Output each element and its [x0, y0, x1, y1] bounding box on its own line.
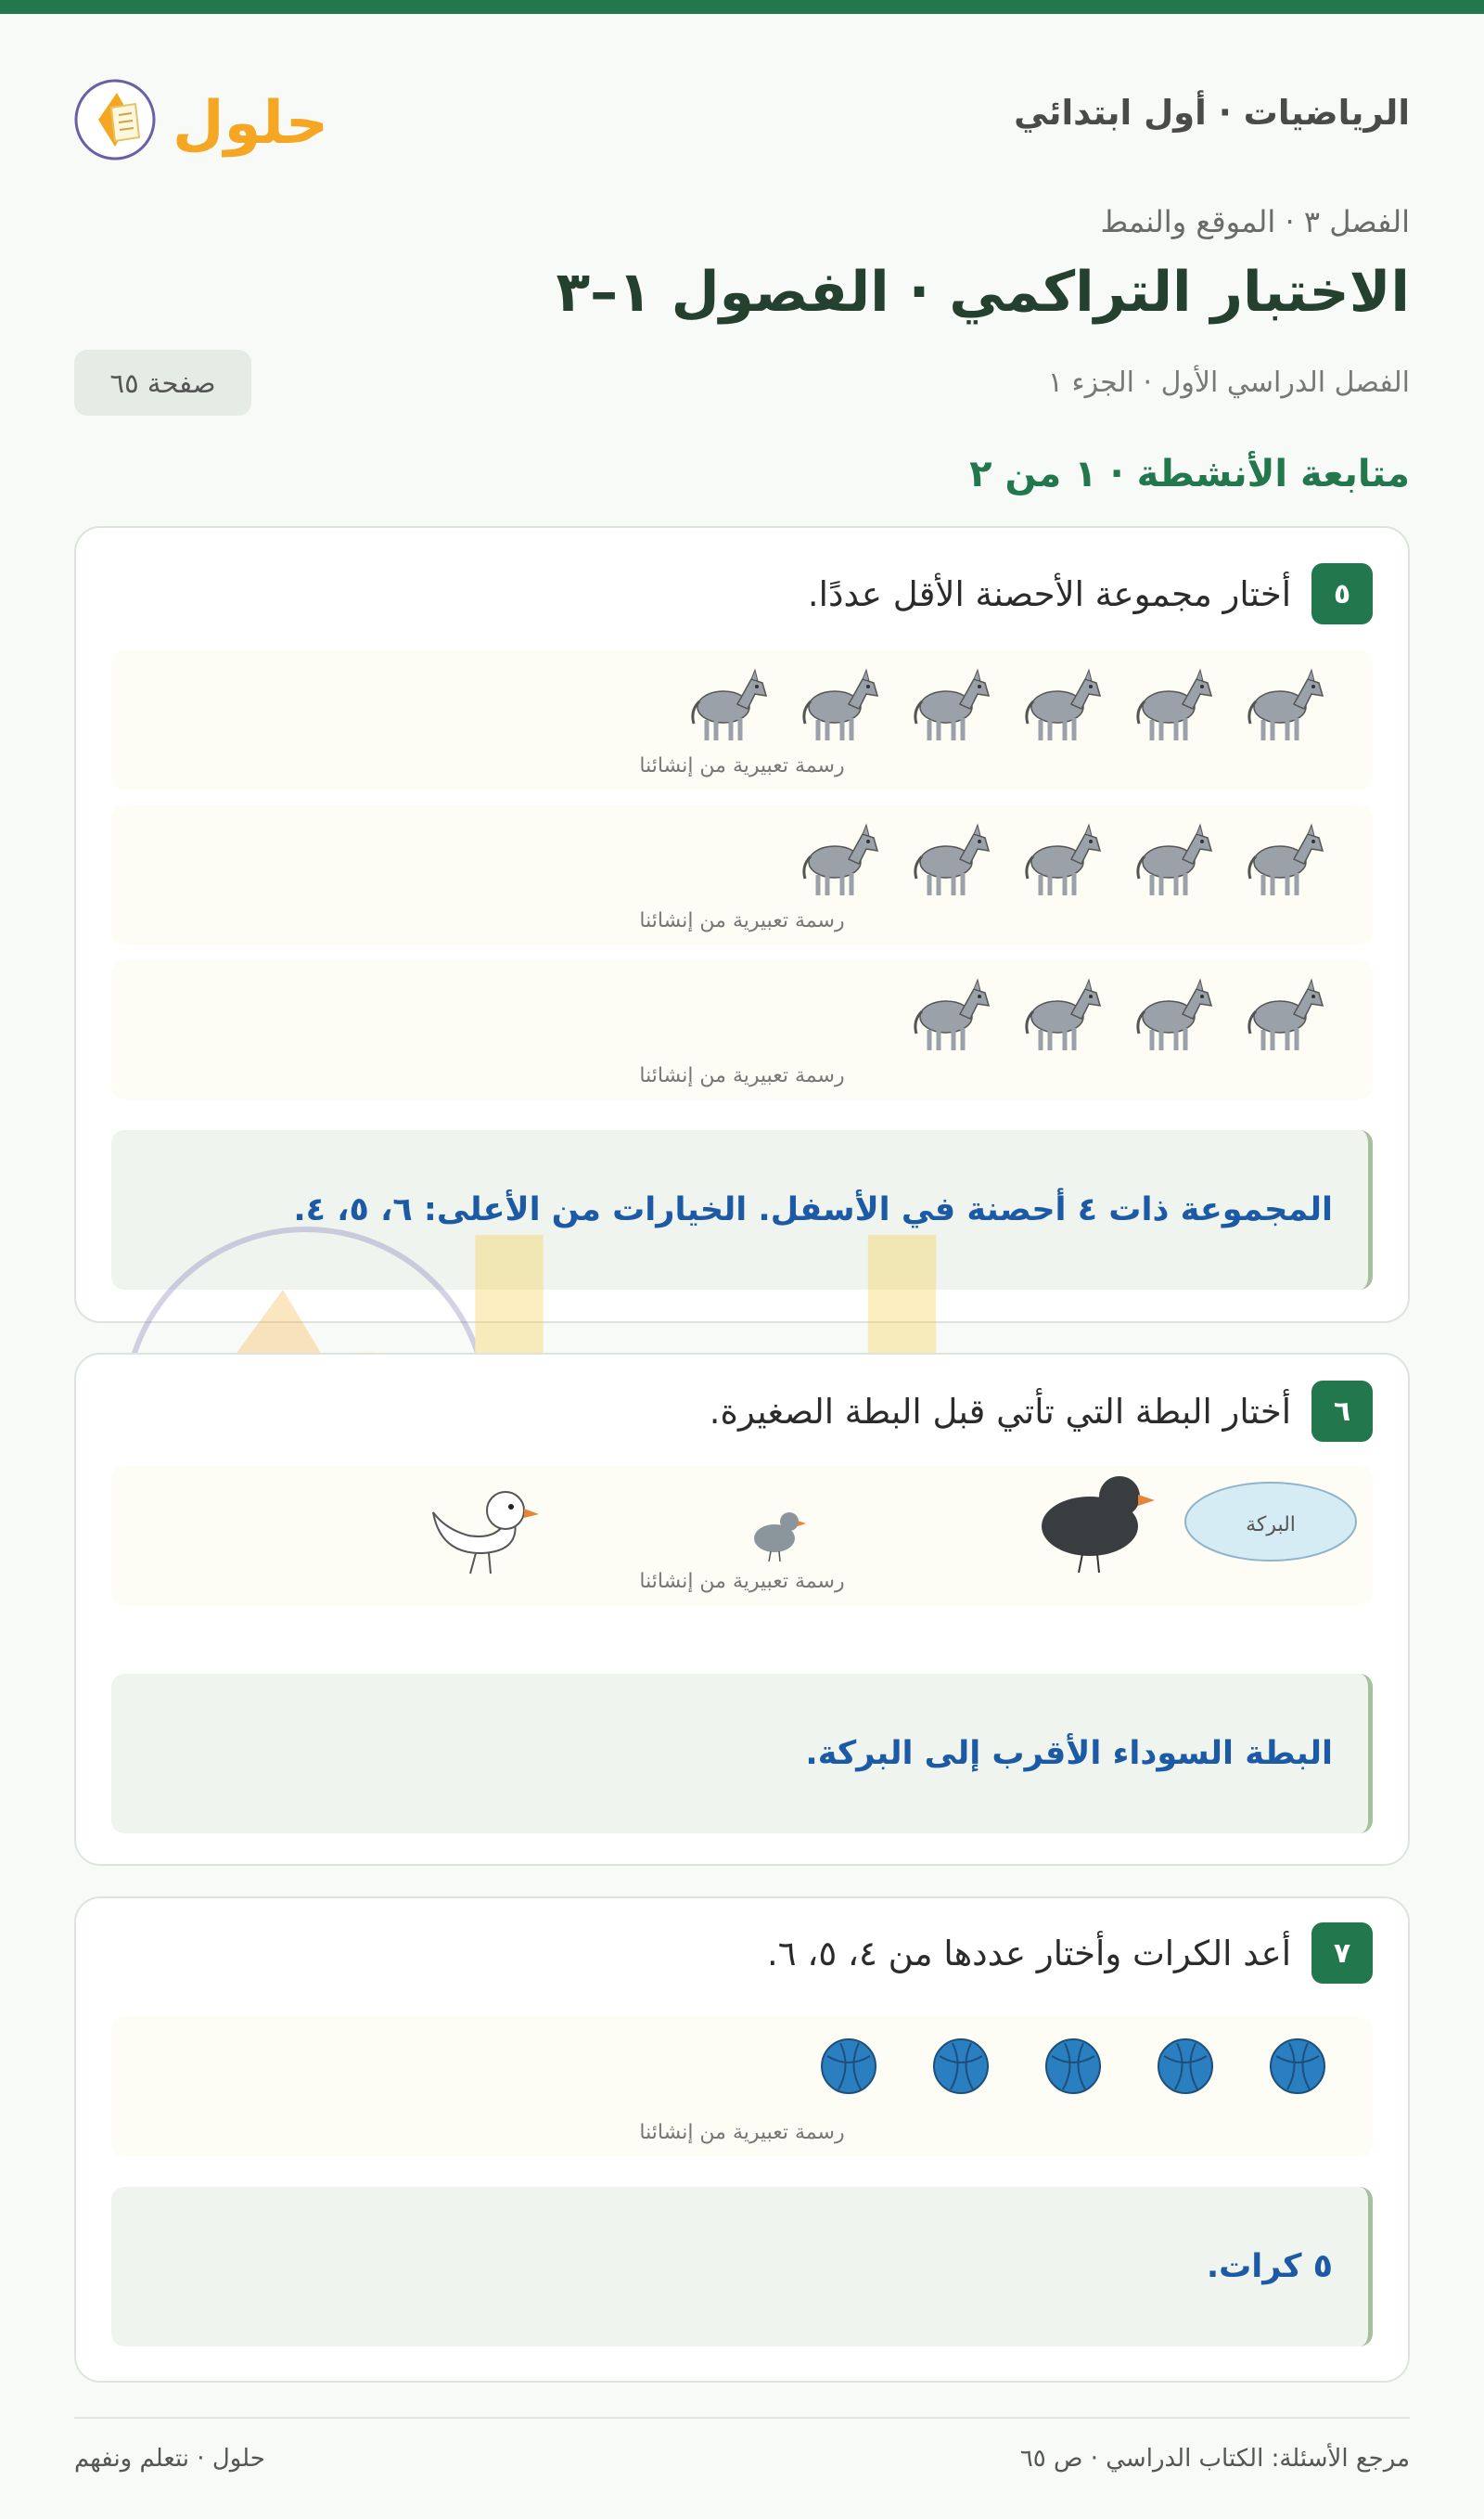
horse-icon	[1243, 972, 1326, 1060]
ducks-illustration	[111, 1466, 1373, 1605]
horse-group-option[interactable]	[111, 960, 1373, 1099]
horse-icon	[1132, 662, 1215, 750]
ball-icon	[820, 2037, 877, 2099]
page-header	[74, 67, 1410, 169]
question-header	[710, 1381, 1373, 1442]
question-text: أختار البطة التي تأتي قبل البطة الصغيرة.	[709, 1391, 1291, 1432]
answer-box: المجموعة ذات ٤ أحصنة في الأسفل. الخيارات من الأعلى: ٦، ٥، ٤.	[111, 1130, 1373, 1290]
pond	[1185, 1483, 1356, 1561]
question-text: أختار مجموعة الأحصنة الأقل عددًا.	[807, 573, 1291, 614]
question-number-badge: ٦	[1311, 1381, 1373, 1442]
horse-icon	[798, 662, 881, 750]
subject-label: الرياضيات · أول ابتدائي	[1014, 93, 1410, 133]
answer-box: البطة السوداء الأقرب إلى البركة.	[111, 1674, 1373, 1833]
question-text: أعد الكرات وأختار عددها من ٤، ٥، ٦.	[767, 1933, 1291, 1973]
horse-icon	[1020, 817, 1104, 905]
ball-row	[820, 2017, 1326, 2119]
question-header	[808, 563, 1373, 624]
question-number-badge: ٧	[1311, 1922, 1373, 1984]
chapter-label: الفصل ٣ · الموقع والنمط	[1100, 204, 1410, 239]
section-title: متابعة الأنشطة · ١ من ٢	[969, 453, 1410, 495]
footer-brand-line: حلول · نتعلم ونفهم	[74, 2445, 265, 2473]
horse-group-option[interactable]	[111, 805, 1373, 945]
question-card-7	[74, 1896, 1410, 2383]
hulool-logo[interactable]	[74, 67, 334, 169]
ball-icon	[1044, 2037, 1102, 2099]
top-accent-bar	[0, 0, 1484, 14]
illustration-caption: رسمة تعبيرية من إنشائنا	[639, 2121, 845, 2144]
question-number-badge: ٥	[1311, 563, 1373, 624]
horse-icon	[909, 817, 992, 905]
horse-icon	[686, 662, 770, 750]
horse-icon	[1132, 817, 1215, 905]
page-number-badge: صفحة ٦٥	[74, 350, 251, 416]
horse-icon	[1020, 662, 1104, 750]
horse-icon	[1243, 817, 1326, 905]
black-duck[interactable]	[1042, 1476, 1155, 1573]
illustration-caption: رسمة تعبيرية من إنشائنا	[639, 754, 845, 778]
question-card-6	[74, 1353, 1410, 1866]
logo-wordmark: حلول	[173, 89, 328, 158]
footer-divider	[74, 2417, 1410, 2419]
illustration-caption: رسمة تعبيرية من إنشائنا	[639, 1570, 845, 1593]
ball-icon	[932, 2037, 990, 2099]
horse-icon	[909, 662, 992, 750]
horse-icon	[1243, 662, 1326, 750]
horse-group-option[interactable]	[111, 650, 1373, 790]
small-duck[interactable]	[754, 1512, 806, 1562]
white-duck[interactable]	[433, 1492, 539, 1574]
illustration-caption: رسمة تعبيرية من إنشائنا	[639, 1064, 845, 1087]
balls-illustration	[111, 2017, 1373, 2156]
semester-label: الفصل الدراسي الأول · الجزء ١	[1047, 366, 1410, 399]
question-card-5	[74, 526, 1410, 1323]
horse-row	[686, 650, 1326, 762]
page-title: الاختبار التراكمي · الفصول ١–٣	[556, 260, 1410, 325]
horse-icon	[1132, 972, 1215, 1060]
horse-icon	[1020, 972, 1104, 1060]
question-header	[767, 1922, 1373, 1984]
footer-reference: مرجع الأسئلة: الكتاب الدراسي · ص ٦٥	[1019, 2445, 1410, 2473]
horse-icon	[909, 972, 992, 1060]
ball-icon	[1269, 2037, 1326, 2099]
horse-row	[909, 960, 1326, 1072]
answer-box: ٥ كرات.	[111, 2187, 1373, 2346]
ball-icon	[1157, 2037, 1214, 2099]
horse-icon	[798, 817, 881, 905]
horse-row	[798, 805, 1326, 917]
pond-label: البركة	[1246, 1513, 1296, 1536]
illustration-caption: رسمة تعبيرية من إنشائنا	[639, 909, 845, 932]
